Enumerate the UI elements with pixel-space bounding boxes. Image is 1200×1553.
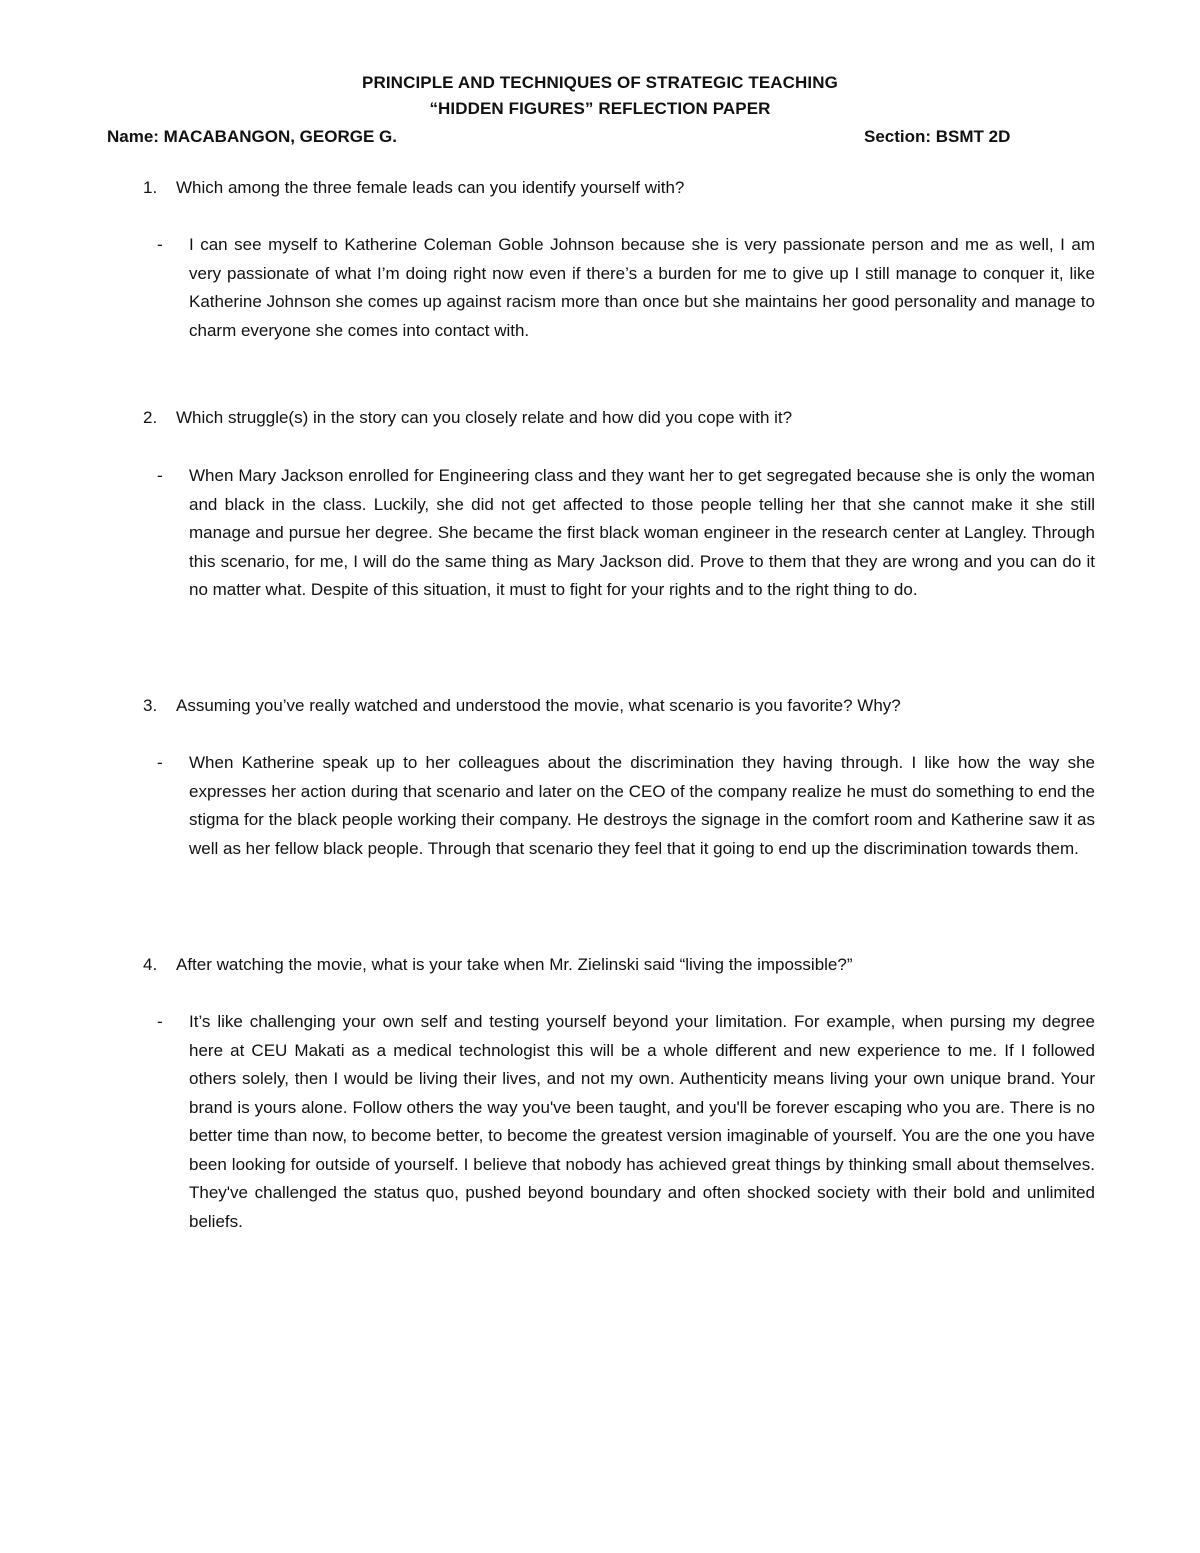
student-section: Section: BSMT 2D: [864, 127, 1011, 146]
answer-2: [157, 462, 1095, 605]
answer-bullet: -: [157, 235, 163, 254]
answer-3: [157, 749, 1095, 863]
answer-text: When Mary Jackson enrolled for Engineering class and they want her to get segregated because she is only the woman and black in the class. Luckily, she did not get affected to those people telling her that she cannot make it she still manage and pursue her degree. She became the first black woman engineer in the research center at Langley. Through this scenario, for me, I will do the same thing as Mary Jackson did. Prove to them that they are wrong and you can do it no matter what. Despite of this situation, it must to fight for your rights and to the right thing to do.: [189, 466, 1095, 599]
student-name: Name: MACABANGON, GEORGE G.: [107, 127, 397, 146]
document-subtitle: “HIDDEN FIGURES” REFLECTION PAPER: [429, 99, 771, 118]
answer-text: When Katherine speak up to her colleagues about the discrimination they having through. I like how the way she expresses her action during that scenario and later on the CEO of the company realize he must do something to end the stigma for the black people working their company. He destroys the signage in the comfort room and Katherine saw it as well as her fellow black people. Through that scenario they feel that it going to end up the discrimination towards them.: [189, 753, 1095, 858]
answer-4: [157, 1008, 1095, 1236]
answer-bullet: -: [157, 466, 163, 485]
answer-text: It’s like challenging your own self and testing yourself beyond your limitation. For example, when pursing my degree here at CEU Makati as a medical technologist this will be a whole different and new experience to me. If I followed others solely, then I would be living their lives, and not my own. Authenticity means living your own unique brand. Your brand is yours alone. Follow others the way you've been taught, and you'll be forever escaping who you are. There is no better time than now, to become better, to become the greatest version imaginable of yourself. You are the one you have been looking for outside of yourself. I believe that nobody has achieved great things by thinking small about themselves. They've challenged the status quo, pushed beyond boundary and often shocked society with their bold and unlimited beliefs.: [189, 1012, 1095, 1231]
answer-1: [157, 231, 1095, 345]
question-number: 1.: [143, 178, 158, 197]
question-number: 3.: [143, 696, 158, 715]
question-text: Assuming you’ve really watched and understood the movie, what scenario is you favorite? Why?: [176, 696, 901, 715]
question-text: After watching the movie, what is your take when Mr. Zielinski said “living the impossible?”: [176, 955, 853, 974]
answer-text: I can see myself to Katherine Coleman Goble Johnson because she is very passionate person and me as well, I am very passionate of what I’m doing right now even if there’s a burden for me to give up I still manage to conquer it, like Katherine Johnson she comes up against racism more than once but she maintains her good personality and manage to charm everyone she comes into contact with.: [189, 235, 1095, 340]
answer-bullet: -: [157, 1012, 163, 1031]
question-number: 2.: [143, 408, 158, 427]
question-number: 4.: [143, 955, 158, 974]
question-text: Which among the three female leads can you identify yourself with?: [176, 178, 685, 197]
question-text: Which struggle(s) in the story can you closely relate and how did you cope with it?: [176, 408, 793, 427]
answer-bullet: -: [157, 753, 163, 772]
document-title: PRINCIPLE AND TECHNIQUES OF STRATEGIC TEACHING: [362, 73, 838, 92]
